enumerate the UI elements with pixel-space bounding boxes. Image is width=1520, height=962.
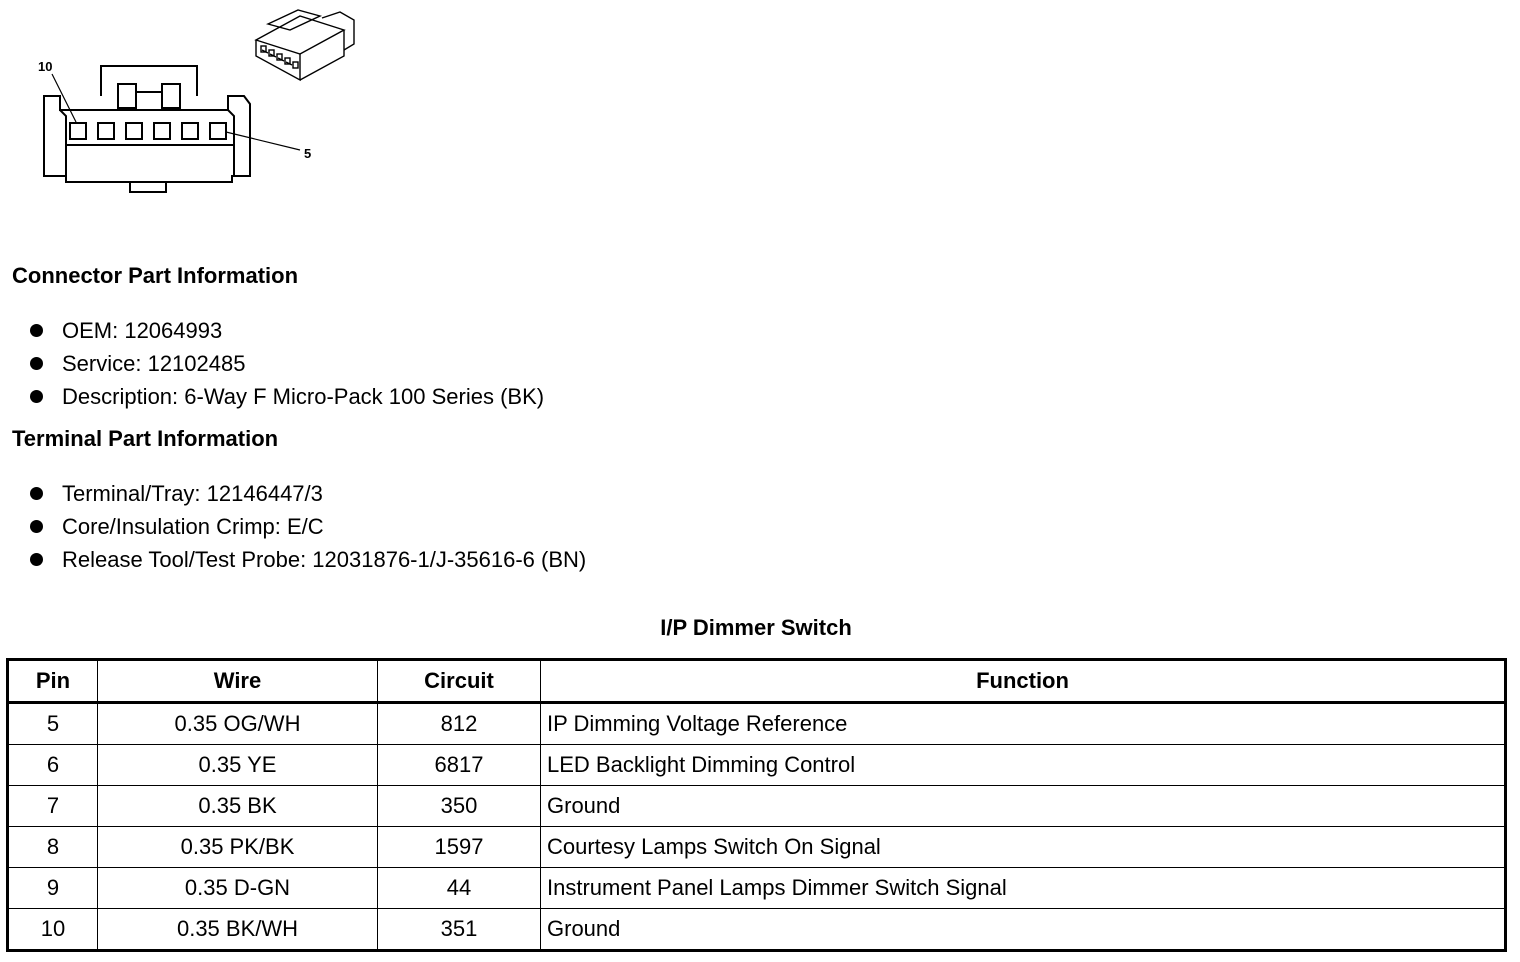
pinout-table (6, 658, 1507, 952)
cell-circuit: 350 (378, 786, 541, 827)
bottom-key (130, 182, 166, 192)
list-item (30, 314, 544, 347)
header-wire: Wire (98, 660, 378, 703)
bullet-icon (30, 357, 43, 370)
bullet-icon (30, 553, 43, 566)
cell-function: Courtesy Lamps Switch On Signal (541, 827, 1506, 868)
list-item (30, 347, 544, 380)
latch-tab-left (118, 84, 136, 108)
connector-service-text: Service: 12102485 (62, 351, 246, 376)
crimp-text: Core/Insulation Crimp: E/C (62, 514, 324, 539)
list-item (30, 510, 586, 543)
table-row (8, 909, 1506, 951)
cell-pin: 7 (8, 786, 98, 827)
header-pin: Pin (8, 660, 98, 703)
bullet-icon (30, 324, 43, 337)
cell-circuit: 44 (378, 868, 541, 909)
table-row (8, 827, 1506, 868)
bullet-icon (30, 487, 43, 500)
cell-function: Instrument Panel Lamps Dimmer Switch Signal (541, 868, 1506, 909)
connector-info-list (30, 314, 544, 413)
latch-tab-right (162, 84, 180, 108)
cell-function: Ground (541, 786, 1506, 827)
cell-wire: 0.35 BK (98, 786, 378, 827)
connector-isometric-icon (256, 10, 354, 80)
header-function: Function (541, 660, 1506, 703)
terminal-tray-text: Terminal/Tray: 12146447/3 (62, 481, 323, 506)
cell-pin: 6 (8, 745, 98, 786)
pin-label-10: 10 (38, 59, 53, 74)
table-row (8, 786, 1506, 827)
table-title: I/P Dimmer Switch (660, 615, 852, 640)
cell-circuit: 6817 (378, 745, 541, 786)
list-item (30, 477, 586, 510)
bullet-icon (30, 520, 43, 533)
cell-pin: 5 (8, 703, 98, 745)
cell-pin: 10 (8, 909, 98, 951)
cell-wire: 0.35 BK/WH (98, 909, 378, 951)
cell-pin: 8 (8, 827, 98, 868)
cavity-8 (126, 123, 142, 139)
connector-drawing (0, 0, 380, 220)
cell-pin: 9 (8, 868, 98, 909)
cell-circuit: 351 (378, 909, 541, 951)
cell-wire: 0.35 PK/BK (98, 827, 378, 868)
connector-description-text: Description: 6-Way F Micro-Pack 100 Series (BK) (62, 384, 545, 409)
cell-function: LED Backlight Dimming Control (541, 745, 1506, 786)
table-row (8, 868, 1506, 909)
terminal-info-list (30, 477, 586, 576)
table-header-row (8, 660, 1506, 703)
cell-function: IP Dimming Voltage Reference (541, 703, 1506, 745)
connector-info-heading: Connector Part Information (12, 263, 299, 288)
cell-circuit: 1597 (378, 827, 541, 868)
cavity-10 (70, 123, 86, 139)
cell-wire: 0.35 OG/WH (98, 703, 378, 745)
table-row (8, 745, 1506, 786)
header-circuit: Circuit (378, 660, 541, 703)
cavity-9 (98, 123, 114, 139)
bullet-icon (30, 390, 43, 403)
cell-wire: 0.35 YE (98, 745, 378, 786)
cell-circuit: 812 (378, 703, 541, 745)
terminal-info-heading: Terminal Part Information (12, 426, 279, 451)
list-item (30, 380, 544, 413)
cavity-5 (210, 123, 226, 139)
list-item (30, 543, 586, 576)
table-row (8, 703, 1506, 745)
cavity-7 (154, 123, 170, 139)
connector-oem-text: OEM: 12064993 (62, 318, 223, 343)
cell-function: Ground (541, 909, 1506, 951)
pin-label-5: 5 (304, 146, 312, 161)
cavity-6 (182, 123, 198, 139)
connector-face-diagram (0, 0, 380, 220)
release-tool-text: Release Tool/Test Probe: 12031876-1/J-35616-6 (BN) (62, 547, 587, 572)
cell-wire: 0.35 D-GN (98, 868, 378, 909)
